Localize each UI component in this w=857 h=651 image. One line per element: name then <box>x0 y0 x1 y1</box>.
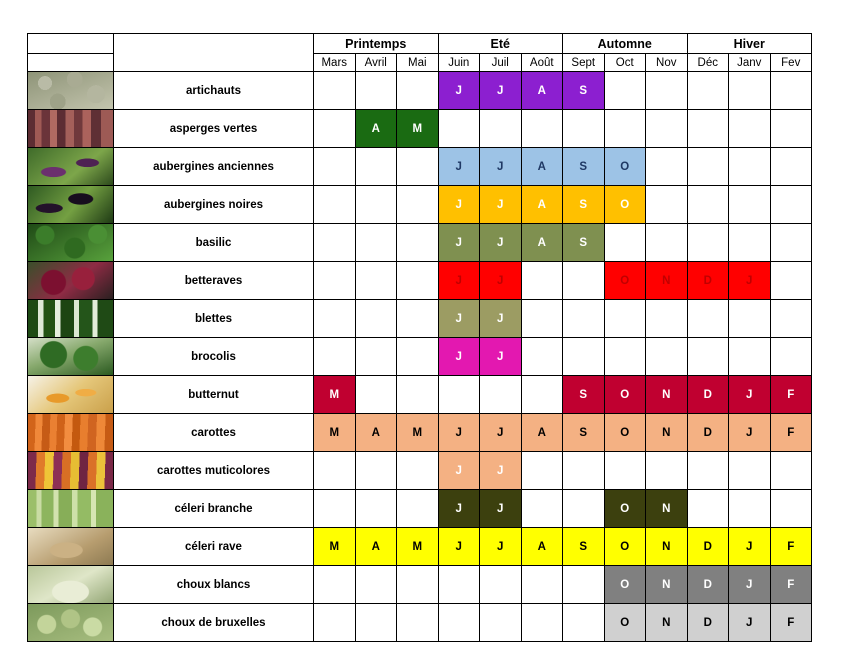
carottes-photo <box>28 414 113 451</box>
month-cell-9: D <box>687 414 729 452</box>
month-cell-10 <box>729 338 771 376</box>
month-cell-6: S <box>563 224 605 262</box>
vegetable-name-cell: choux de bruxelles <box>114 604 314 642</box>
month-cell-0 <box>314 452 356 490</box>
table-header <box>28 34 812 72</box>
table-row <box>28 490 812 528</box>
month-header-10: Janv <box>729 54 771 72</box>
month-cell-9 <box>687 490 729 528</box>
month-cell-7 <box>604 72 646 110</box>
month-cell-4: J <box>480 490 522 528</box>
month-cell-1: A <box>355 414 397 452</box>
month-cell-5: A <box>521 414 563 452</box>
month-cell-6 <box>563 110 605 148</box>
month-cell-7: O <box>604 528 646 566</box>
month-cell-2 <box>397 452 439 490</box>
month-cell-7 <box>604 338 646 376</box>
month-cell-8 <box>646 452 688 490</box>
month-cell-9 <box>687 452 729 490</box>
vegetable-name-cell: céleri rave <box>114 528 314 566</box>
month-cell-8: N <box>646 566 688 604</box>
month-cell-7: O <box>604 262 646 300</box>
month-cell-2 <box>397 186 439 224</box>
month-header-4: Juil <box>480 54 522 72</box>
month-cell-1 <box>355 338 397 376</box>
month-cell-3: J <box>438 186 480 224</box>
month-cell-7: O <box>604 414 646 452</box>
month-cell-0 <box>314 186 356 224</box>
month-cell-8: N <box>646 528 688 566</box>
month-cell-5 <box>521 338 563 376</box>
month-header-0: Mars <box>314 54 356 72</box>
month-cell-8 <box>646 72 688 110</box>
month-cell-9: D <box>687 604 729 642</box>
month-header-7: Oct <box>604 54 646 72</box>
month-cell-5 <box>521 300 563 338</box>
month-cell-10: J <box>729 528 771 566</box>
month-cell-6: S <box>563 414 605 452</box>
month-cell-0 <box>314 110 356 148</box>
month-cell-10 <box>729 452 771 490</box>
month-cell-6 <box>563 262 605 300</box>
month-cell-7: O <box>604 186 646 224</box>
table-row <box>28 376 812 414</box>
month-cell-7 <box>604 110 646 148</box>
month-cell-5: A <box>521 148 563 186</box>
month-cell-7: O <box>604 566 646 604</box>
month-cell-0 <box>314 148 356 186</box>
table-row <box>28 148 812 186</box>
corner-blank-name <box>114 34 314 72</box>
month-header-5: Août <box>521 54 563 72</box>
month-cell-2: M <box>397 110 439 148</box>
month-cell-11: F <box>770 528 812 566</box>
month-cell-8: N <box>646 414 688 452</box>
month-cell-11 <box>770 338 812 376</box>
month-cell-11 <box>770 490 812 528</box>
row-thumbnail-cell <box>28 72 114 110</box>
month-cell-11 <box>770 224 812 262</box>
season-header-2: Automne <box>563 34 688 54</box>
month-cell-5 <box>521 110 563 148</box>
vegetable-name-cell: carottes <box>114 414 314 452</box>
season-header-0: Printemps <box>314 34 439 54</box>
month-cell-2: M <box>397 414 439 452</box>
month-cell-6: S <box>563 376 605 414</box>
betteraves-photo <box>28 262 113 299</box>
row-thumbnail-cell <box>28 414 114 452</box>
month-cell-11 <box>770 300 812 338</box>
month-cell-3: J <box>438 490 480 528</box>
month-cell-11 <box>770 72 812 110</box>
month-cell-1 <box>355 300 397 338</box>
month-cell-9 <box>687 186 729 224</box>
month-cell-2 <box>397 300 439 338</box>
row-thumbnail-cell <box>28 338 114 376</box>
table-row <box>28 338 812 376</box>
month-cell-4: J <box>480 414 522 452</box>
month-cell-8 <box>646 300 688 338</box>
month-cell-2 <box>397 376 439 414</box>
month-cell-1 <box>355 376 397 414</box>
month-cell-5 <box>521 566 563 604</box>
month-cell-3: J <box>438 338 480 376</box>
month-cell-8: N <box>646 604 688 642</box>
brocolis-photo <box>28 338 113 375</box>
month-cell-4: J <box>480 452 522 490</box>
month-cell-10 <box>729 490 771 528</box>
choux-de-bruxelles-photo <box>28 604 113 641</box>
month-cell-10 <box>729 224 771 262</box>
month-cell-3 <box>438 110 480 148</box>
table-row <box>28 224 812 262</box>
month-cell-8: N <box>646 490 688 528</box>
month-cell-11: F <box>770 376 812 414</box>
month-cell-8: N <box>646 262 688 300</box>
table-row <box>28 604 812 642</box>
month-cell-1 <box>355 262 397 300</box>
month-header-2: Mai <box>397 54 439 72</box>
month-cell-10: J <box>729 604 771 642</box>
month-cell-9: D <box>687 566 729 604</box>
month-cell-0 <box>314 604 356 642</box>
month-cell-0 <box>314 566 356 604</box>
vegetable-name-cell: asperges vertes <box>114 110 314 148</box>
month-cell-1 <box>355 490 397 528</box>
month-cell-0 <box>314 224 356 262</box>
month-cell-4 <box>480 376 522 414</box>
month-cell-10 <box>729 72 771 110</box>
month-cell-7: O <box>604 604 646 642</box>
butternut-photo <box>28 376 113 413</box>
row-thumbnail-cell <box>28 110 114 148</box>
month-cell-2 <box>397 490 439 528</box>
corner-blank-image <box>28 34 114 54</box>
month-header-1: Avril <box>355 54 397 72</box>
month-cell-7 <box>604 300 646 338</box>
month-cell-7: O <box>604 376 646 414</box>
month-cell-1 <box>355 452 397 490</box>
month-cell-0: M <box>314 376 356 414</box>
month-cell-6 <box>563 566 605 604</box>
table-row <box>28 110 812 148</box>
month-cell-0 <box>314 262 356 300</box>
month-cell-2 <box>397 148 439 186</box>
month-cell-6: S <box>563 148 605 186</box>
month-cell-4 <box>480 566 522 604</box>
vegetable-name-cell: aubergines noires <box>114 186 314 224</box>
row-thumbnail-cell <box>28 490 114 528</box>
table-row <box>28 528 812 566</box>
month-cell-7 <box>604 452 646 490</box>
asperges-vertes-photo <box>28 110 113 147</box>
month-cell-3 <box>438 604 480 642</box>
month-cell-4: J <box>480 224 522 262</box>
month-cell-6 <box>563 490 605 528</box>
month-cell-7: O <box>604 490 646 528</box>
table-row <box>28 186 812 224</box>
month-cell-4 <box>480 110 522 148</box>
row-thumbnail-cell <box>28 376 114 414</box>
month-cell-11 <box>770 110 812 148</box>
vegetable-name-cell: artichauts <box>114 72 314 110</box>
aubergines-noires-photo <box>28 186 113 223</box>
month-cell-9 <box>687 224 729 262</box>
month-cell-10: J <box>729 376 771 414</box>
month-cell-5: A <box>521 224 563 262</box>
month-cell-3: J <box>438 224 480 262</box>
row-thumbnail-cell <box>28 566 114 604</box>
month-cell-4: J <box>480 186 522 224</box>
row-thumbnail-cell <box>28 262 114 300</box>
month-cell-4 <box>480 604 522 642</box>
month-cell-8 <box>646 110 688 148</box>
month-cell-3 <box>438 376 480 414</box>
month-cell-10 <box>729 110 771 148</box>
table-row <box>28 72 812 110</box>
table-row <box>28 566 812 604</box>
month-cell-2 <box>397 566 439 604</box>
corner-blank-image-2 <box>28 54 114 72</box>
month-cell-5: A <box>521 72 563 110</box>
row-thumbnail-cell <box>28 224 114 262</box>
month-cell-8 <box>646 338 688 376</box>
month-cell-1 <box>355 566 397 604</box>
vegetable-name-cell: choux blancs <box>114 566 314 604</box>
month-cell-1 <box>355 224 397 262</box>
month-cell-5: A <box>521 186 563 224</box>
month-cell-10: J <box>729 566 771 604</box>
row-thumbnail-cell <box>28 300 114 338</box>
month-cell-9 <box>687 72 729 110</box>
month-cell-4: J <box>480 300 522 338</box>
month-cell-11 <box>770 262 812 300</box>
month-cell-7: O <box>604 148 646 186</box>
month-cell-4: J <box>480 528 522 566</box>
month-cell-6 <box>563 300 605 338</box>
month-cell-11 <box>770 452 812 490</box>
vegetable-name-cell: butternut <box>114 376 314 414</box>
month-cell-3: J <box>438 262 480 300</box>
month-cell-9 <box>687 300 729 338</box>
month-cell-11: F <box>770 604 812 642</box>
month-cell-6: S <box>563 72 605 110</box>
vegetable-name-cell: céleri branche <box>114 490 314 528</box>
basilic-photo <box>28 224 113 261</box>
month-cell-9: D <box>687 528 729 566</box>
seasonality-calendar-table <box>27 33 812 642</box>
month-cell-1 <box>355 186 397 224</box>
month-cell-10 <box>729 300 771 338</box>
month-cell-9 <box>687 338 729 376</box>
month-cell-8 <box>646 224 688 262</box>
month-header-3: Juin <box>438 54 480 72</box>
month-cell-8 <box>646 186 688 224</box>
month-cell-9: D <box>687 376 729 414</box>
month-cell-6: S <box>563 528 605 566</box>
season-header-1: Eté <box>438 34 563 54</box>
row-thumbnail-cell <box>28 604 114 642</box>
month-cell-6 <box>563 604 605 642</box>
month-cell-4: J <box>480 148 522 186</box>
vegetable-name-cell: brocolis <box>114 338 314 376</box>
month-cell-3: J <box>438 452 480 490</box>
vegetable-name-cell: aubergines anciennes <box>114 148 314 186</box>
table-row <box>28 262 812 300</box>
month-cell-3: J <box>438 72 480 110</box>
month-cell-5 <box>521 490 563 528</box>
month-cell-5 <box>521 452 563 490</box>
aubergines-anciennes-photo <box>28 148 113 185</box>
month-cell-8: N <box>646 376 688 414</box>
table-body <box>28 72 812 642</box>
vegetable-name-cell: betteraves <box>114 262 314 300</box>
month-cell-3: J <box>438 414 480 452</box>
month-cell-6: S <box>563 186 605 224</box>
month-cell-4: J <box>480 262 522 300</box>
month-cell-2 <box>397 604 439 642</box>
month-cell-9 <box>687 148 729 186</box>
choux-blancs-photo <box>28 566 113 603</box>
month-cell-2: M <box>397 528 439 566</box>
month-cell-1 <box>355 148 397 186</box>
month-cell-11: F <box>770 414 812 452</box>
month-cell-3 <box>438 566 480 604</box>
month-cell-0: M <box>314 528 356 566</box>
month-cell-8 <box>646 148 688 186</box>
month-cell-5 <box>521 262 563 300</box>
month-cell-5 <box>521 604 563 642</box>
month-cell-11: F <box>770 566 812 604</box>
month-cell-5 <box>521 376 563 414</box>
celeri-rave-photo <box>28 528 113 565</box>
month-cell-1 <box>355 604 397 642</box>
table-row <box>28 452 812 490</box>
month-header-11: Fev <box>770 54 812 72</box>
month-cell-4: J <box>480 338 522 376</box>
month-cell-7 <box>604 224 646 262</box>
month-cell-1: A <box>355 110 397 148</box>
month-header-9: Déc <box>687 54 729 72</box>
month-cell-9: D <box>687 262 729 300</box>
month-cell-2 <box>397 338 439 376</box>
month-cell-4: J <box>480 72 522 110</box>
month-cell-10 <box>729 148 771 186</box>
month-cell-1 <box>355 72 397 110</box>
row-thumbnail-cell <box>28 186 114 224</box>
row-thumbnail-cell <box>28 528 114 566</box>
month-cell-11 <box>770 186 812 224</box>
vegetable-name-cell: carottes muticolores <box>114 452 314 490</box>
month-cell-0 <box>314 72 356 110</box>
month-cell-5: A <box>521 528 563 566</box>
blettes-photo <box>28 300 113 337</box>
row-thumbnail-cell <box>28 452 114 490</box>
row-thumbnail-cell <box>28 148 114 186</box>
season-header-3: Hiver <box>687 34 812 54</box>
artichauts-photo <box>28 72 113 109</box>
month-cell-2 <box>397 224 439 262</box>
month-cell-9 <box>687 110 729 148</box>
month-cell-6 <box>563 452 605 490</box>
month-cell-0 <box>314 338 356 376</box>
month-cell-6 <box>563 338 605 376</box>
month-header-8: Nov <box>646 54 688 72</box>
header-row-seasons <box>28 34 812 54</box>
month-cell-0: M <box>314 414 356 452</box>
month-cell-0 <box>314 300 356 338</box>
month-header-6: Sept <box>563 54 605 72</box>
month-cell-2 <box>397 72 439 110</box>
month-cell-2 <box>397 262 439 300</box>
vegetable-name-cell: basilic <box>114 224 314 262</box>
month-cell-3: J <box>438 528 480 566</box>
month-cell-11 <box>770 148 812 186</box>
table-row <box>28 414 812 452</box>
month-cell-0 <box>314 490 356 528</box>
vegetable-name-cell: blettes <box>114 300 314 338</box>
month-cell-10 <box>729 186 771 224</box>
celeri-branche-photo <box>28 490 113 527</box>
table-row <box>28 300 812 338</box>
carottes-multicolores-photo <box>28 452 113 489</box>
month-cell-10: J <box>729 414 771 452</box>
month-cell-3: J <box>438 148 480 186</box>
month-cell-3: J <box>438 300 480 338</box>
month-cell-1: A <box>355 528 397 566</box>
month-cell-10: J <box>729 262 771 300</box>
